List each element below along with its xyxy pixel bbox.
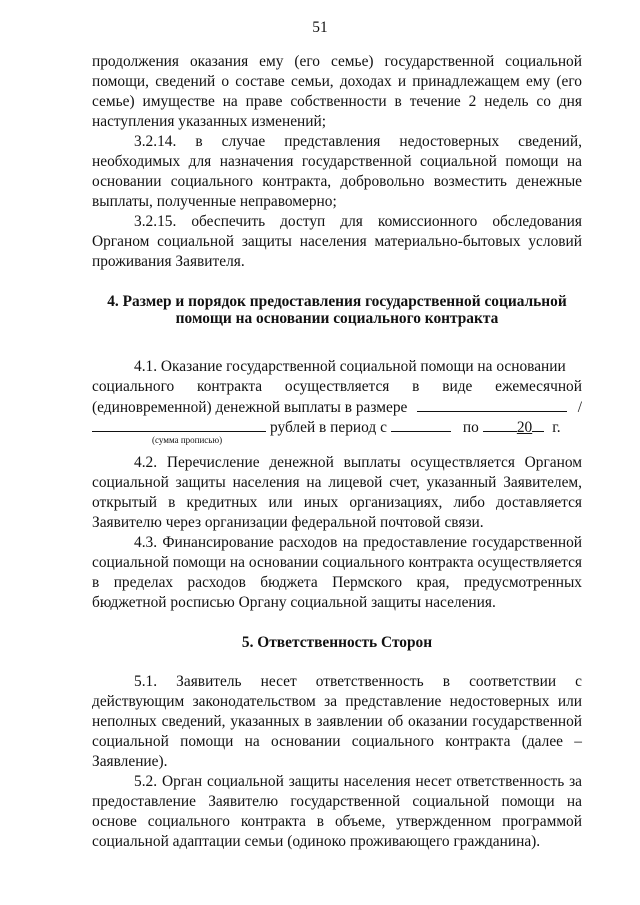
year-blank[interactable] bbox=[532, 417, 544, 432]
clause-5-1: 5.1. Заявитель несет ответственность в соответствии с действующим законодательством за представление недостоверных или неполных сведений, указанных в заявлении об оказании государственной социальной помощи на основании социального контракта (далее – Заявление). bbox=[92, 673, 582, 770]
section-4-heading: 4. Размер и порядок предоставления государственной социальной помощи на основании социального контракта bbox=[107, 293, 567, 327]
clause-4-1 bbox=[92, 357, 582, 445]
word: виде bbox=[442, 378, 473, 395]
continued-paragraph: продолжения оказания ему (его семье) государственной социальной помощи, сведений о составе семьи, доходах и принадлежащем ему (его семье) имуществе на праве собственности в течение 2 недель со дня наступления указанных изменений; bbox=[92, 53, 582, 130]
clause-3-2-14: 3.2.14. в случае представления недостоверных сведений, необходимых для назначения государственной социальной помощи на основании социального контракта, добровольно возместить денежные выплаты, полученные неправомерно; bbox=[92, 133, 582, 210]
year-prefix: 20 bbox=[516, 419, 533, 436]
period-start-blank[interactable] bbox=[391, 417, 451, 432]
year-suffix: г. bbox=[552, 419, 561, 436]
section-5-heading: 5. Ответственность Сторон bbox=[241, 634, 433, 651]
period-label: рублей в период с bbox=[270, 419, 387, 436]
clause-3-2-15: 3.2.15. обеспечить доступ для комиссионного обследования Органом социальной защиты населения материально-бытовых условий проживания Заявителя. bbox=[92, 213, 582, 270]
clause-4-3: 4.3. Финансирование расходов на предоставление государственной социальной помощи на основании социального контракта осуществляется в пределах расходов бюджета Пермского края, предусмотренных бюджетной росписью Органу социальной защиты населения. bbox=[92, 534, 582, 611]
clause-4-1-line3 bbox=[92, 397, 582, 417]
slash: / bbox=[577, 399, 582, 416]
word: социального bbox=[92, 378, 175, 395]
po-label: по bbox=[462, 419, 479, 436]
amount-label: (единовременной) денежной выплаты в размере bbox=[92, 399, 408, 416]
word: контракта bbox=[197, 378, 263, 395]
clause-5-2: 5.2. Орган социальной защиты населения несет ответственность за предоставление Заявителю государственной социальной помощи на основе социального контракта в объеме, утвержденном программой социальной адаптации семьи (одиноко проживающего гражданина). bbox=[92, 773, 582, 850]
clause-4-2: 4.2. Перечисление денежной выплаты осуществляется Органом социальной защиты населения на лицевой счет, указанный Заявителем, открытый в кредитных или иных организациях, либо доставляется Заявителю через организации федеральной почтовой связи. bbox=[92, 454, 582, 531]
amount-blank[interactable] bbox=[417, 397, 567, 412]
word: осуществляется bbox=[284, 378, 390, 395]
document-body bbox=[92, 52, 582, 852]
clause-4-1-line1: 4.1. Оказание государственной социальной помощи на основании bbox=[134, 358, 566, 375]
word: в bbox=[412, 378, 420, 395]
clause-4-1-line2 bbox=[92, 377, 582, 397]
amount-caption: (сумма прописью) bbox=[152, 435, 223, 445]
clause-4-1-line4 bbox=[92, 417, 582, 437]
amount-words-blank[interactable] bbox=[92, 417, 266, 432]
page-number: 51 bbox=[312, 19, 328, 36]
period-end-blank[interactable] bbox=[483, 417, 517, 432]
word: ежемесячной bbox=[495, 378, 582, 395]
